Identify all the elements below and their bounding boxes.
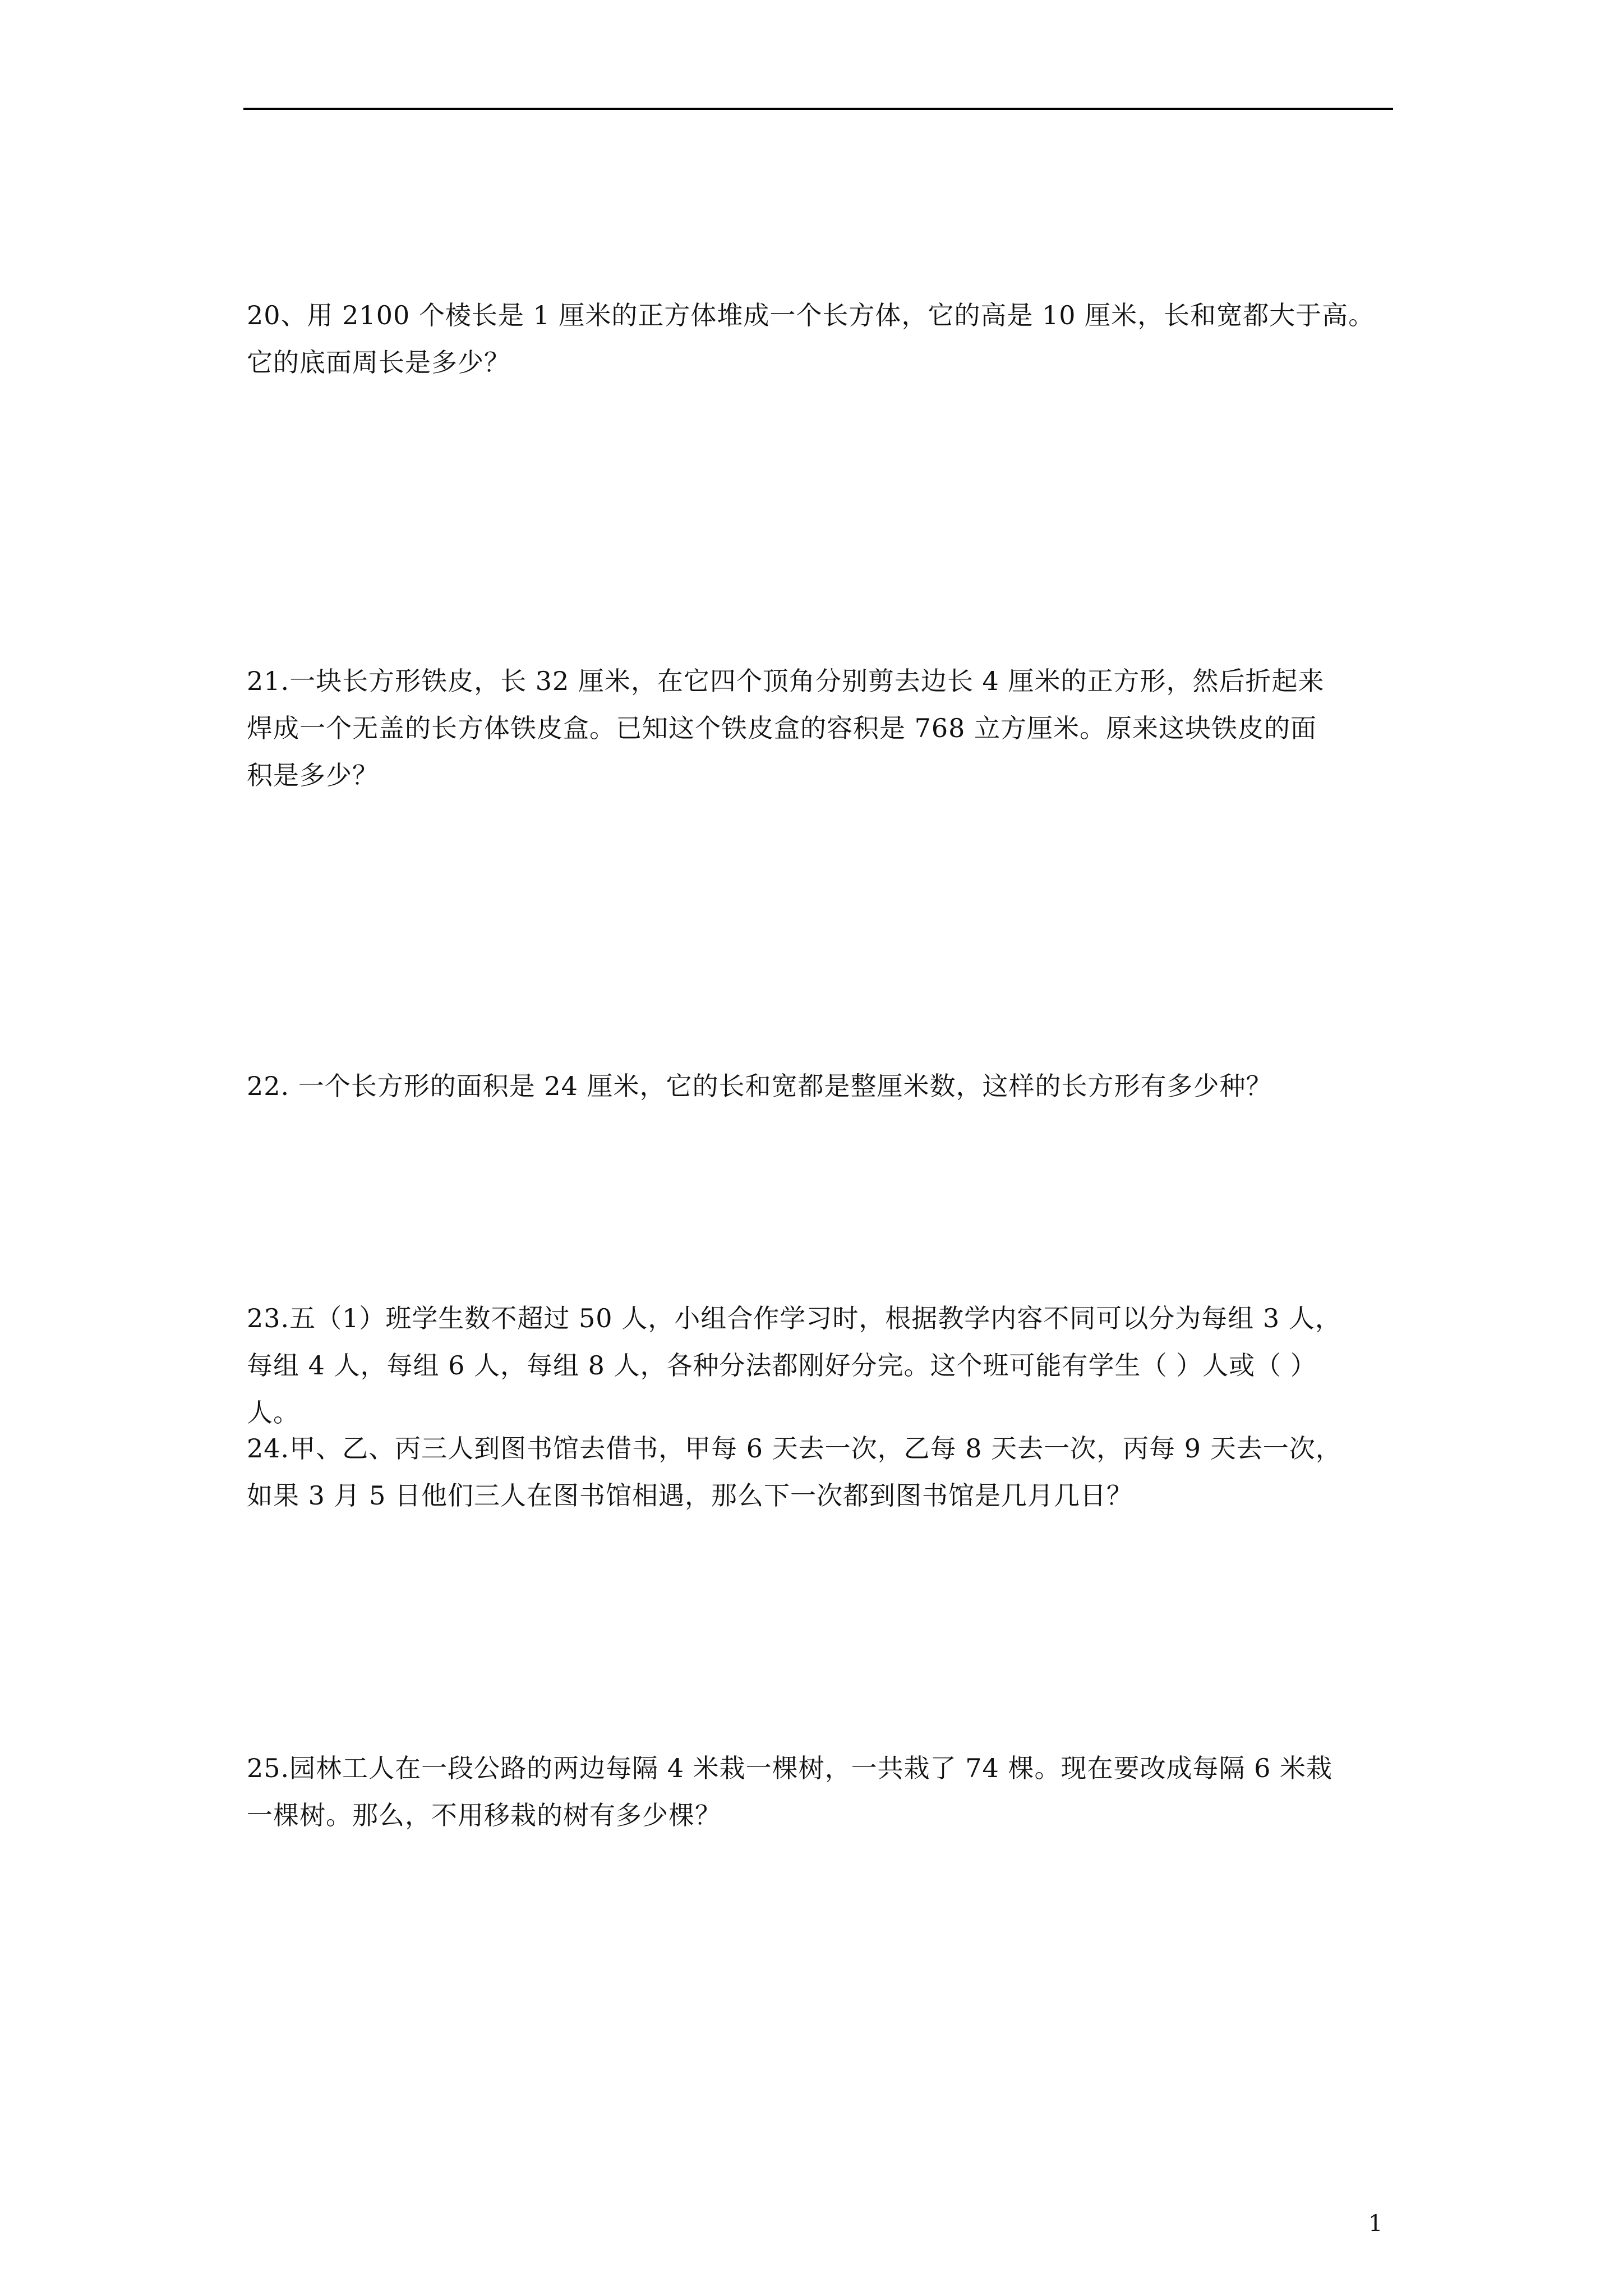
problem-23-line-2: 每组 4 人，每组 6 人，每组 8 人，各种分法都刚好分完。这个班可能有学生（ ）人或（ ）: [247, 1350, 1317, 1381]
header-rule: [243, 108, 1393, 110]
problem-24-line-2: 如果 3 月 5 日他们三人在图书馆相遇，那么下一次都到图书馆是几月几日？: [247, 1480, 1133, 1511]
problem-24: [247, 1425, 1447, 1519]
problem-21-line-2: 焊成一个无盖的长方体铁皮盒。已知这个铁皮盒的容积是 768 立方厘米。原来这块铁皮的面: [247, 713, 1317, 743]
problem-21-line-1: 21.一块长方形铁皮，长 32 厘米，在它四个顶角分别剪去边长 4 厘米的正方形，然后折起来: [247, 666, 1325, 696]
problem-23-line-3: 人。: [247, 1397, 299, 1428]
problem-23-line-1: 23.五（1）班学生数不超过 50 人，小组合作学习时，根据教学内容不同可以分为每组 3 人，: [247, 1303, 1341, 1333]
problem-25-line-1: 25.园林工人在一段公路的两边每隔 4 米栽一棵树，一共栽了 74 棵。现在要改成每隔 6 米栽: [247, 1753, 1332, 1783]
problem-24-line-1: 24.甲、乙、丙三人到图书馆去借书，甲每 6 天去一次，乙每 8 天去一次，丙每 9 天去一次，: [247, 1433, 1342, 1464]
problem-20-line-1: 20、用 2100 个棱长是 1 厘米的正方体堆成一个长方体，它的高是 10 厘米，长和宽都大于高。: [247, 300, 1375, 330]
problem-21-line-3: 积是多少？: [247, 760, 379, 790]
problem-25: [247, 1745, 1447, 1839]
page-number: 1: [1368, 2211, 1383, 2237]
problem-23: [247, 1295, 1447, 1436]
problem-20-line-2: 它的底面周长是多少？: [247, 347, 510, 378]
problem-22: [247, 1062, 1447, 1110]
problem-21: [247, 657, 1447, 799]
problem-20: [247, 292, 1447, 386]
problem-25-line-2: 一棵树。那么，不用移栽的树有多少棵？: [247, 1800, 721, 1830]
problem-22-line-1: 22. 一个长方形的面积是 24 厘米，它的长和宽都是整厘米数，这样的长方形有多少种？: [247, 1071, 1272, 1101]
